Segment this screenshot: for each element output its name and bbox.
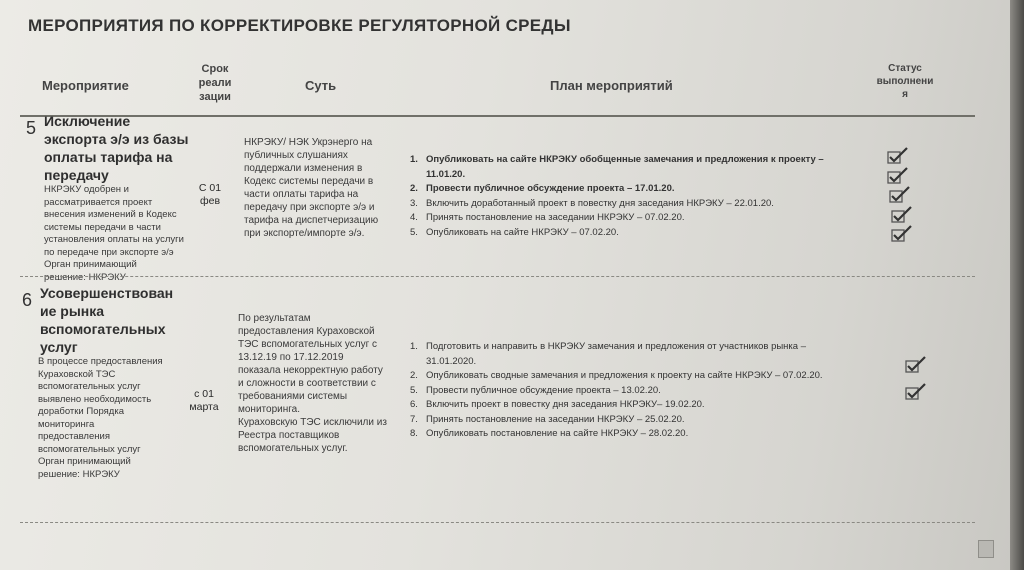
plan-item: 31.01.2020. [426,355,477,367]
plan-item: 8. Опубликовать постановление на сайте НКРЭКУ – 28.02.20. [410,428,689,439]
plan-item: 11.01.20. [426,168,466,180]
plan-item: 4. Принять постановление на заседании НКРЭКУ – 07.02.20. [410,212,685,223]
paper-edge [1010,0,1024,570]
term-value: с 01 марта [189,388,219,413]
term-value: С 01 фев [198,182,222,207]
activity-title: Усовершенствован ие рынка вспомогательных услуг [40,285,174,355]
document-title: МЕРОПРИЯТИЯ ПО КОРРЕКТИРОВКЕ РЕГУЛЯТОРНОЙ СРЕДЫ [28,16,571,35]
page-corner-icon [978,540,994,558]
activity-description: НКРЭКУ одобрен и рассматривается проект внесения изменений в Кодекс системы передачи в части установления оплаты на услуги по передаче при экспорте э/э Орган принимающий решение: НКРЭКУ [44,184,184,283]
plan-item: 7. Принять постановление на заседании НКРЭКУ – 25.02.20. [410,413,685,425]
row-divider [20,276,975,277]
plan-item: 6. Включить проект в повестку дня заседания НКРЭКУ– 19.02.20. [410,399,705,410]
checkmark-icon [905,356,927,374]
activity-description: В процессе предоставления Кураховской ТЭС вспомогательных услуг выявлено необходимость доработки Порядка мониторинга предоставления вспомогательных услуг Орган принимающий решение: НКРЭКУ [38,356,163,480]
plan-item: 3. Включить доработанный проект в повестку дня заседания НКРЭКУ – 22.01.20. [410,197,774,209]
checkmark-icon [891,225,913,243]
checkmark-icon [887,147,909,165]
plan-list [410,340,850,442]
plan-item: 2. Опубликовать сводные замечания и предложения к проекту на сайте НКРЭКУ – 07.02.20. [410,370,823,381]
column-header-activity: Мероприятие [42,78,129,93]
plan-item: 5. Провести публичное обсуждение проекта – 13.02.20. [410,384,661,396]
row-divider [20,522,975,523]
column-header-term: Срок реали зации [198,63,232,103]
plan-list [410,153,850,240]
column-header-plan: План мероприятий [550,78,673,93]
plan-item: 1. Опубликовать на сайте НКРЭКУ обобщенные замечания и предложения к проекту – [410,154,824,165]
checkmark-icon [905,383,927,401]
plan-item: 2. Провести публичное обсуждение проекта – 17.01.20. [410,183,675,194]
checkmark-icon [889,186,911,204]
essence-text: НКРЭКУ/ НЭК Укрэнерго на публичных слушаниях поддержали изменения в Кодекс системы передачи в части оплаты тарифа на передачу при экспорте э/э и тарифа на диспетчеризацию при экспорте/импорте э/э. [244,137,379,239]
row-number: 6 [22,290,33,310]
column-header-essence: Суть [305,78,337,93]
activity-title: Исключение экспорта э/э из базы оплаты тарифа на передачу [44,113,189,183]
row-number: 5 [26,118,37,138]
checkmark-icon [891,206,913,224]
essence-text: По результатам предоставления Кураховской ТЭС вспомогательных услуг с 13.12.19 по 17.12.2019 показала некорректную работу и сложности в соответствии с требованиями системы мониторинга. Кураховскую ТЭС исключили из Реестра поставщиков вспомогательных услуг. [238,313,387,454]
column-header-status: Статус выполнени я [876,63,934,100]
plan-item: 5. Опубликовать на сайте НКРЭКУ – 07.02.20. [410,226,619,238]
plan-item: 1. Подготовить и направить в НКРЭКУ замечания и предложения от участников рынка – [410,341,807,352]
table-header [20,60,980,110]
checkmark-icon [887,167,909,185]
